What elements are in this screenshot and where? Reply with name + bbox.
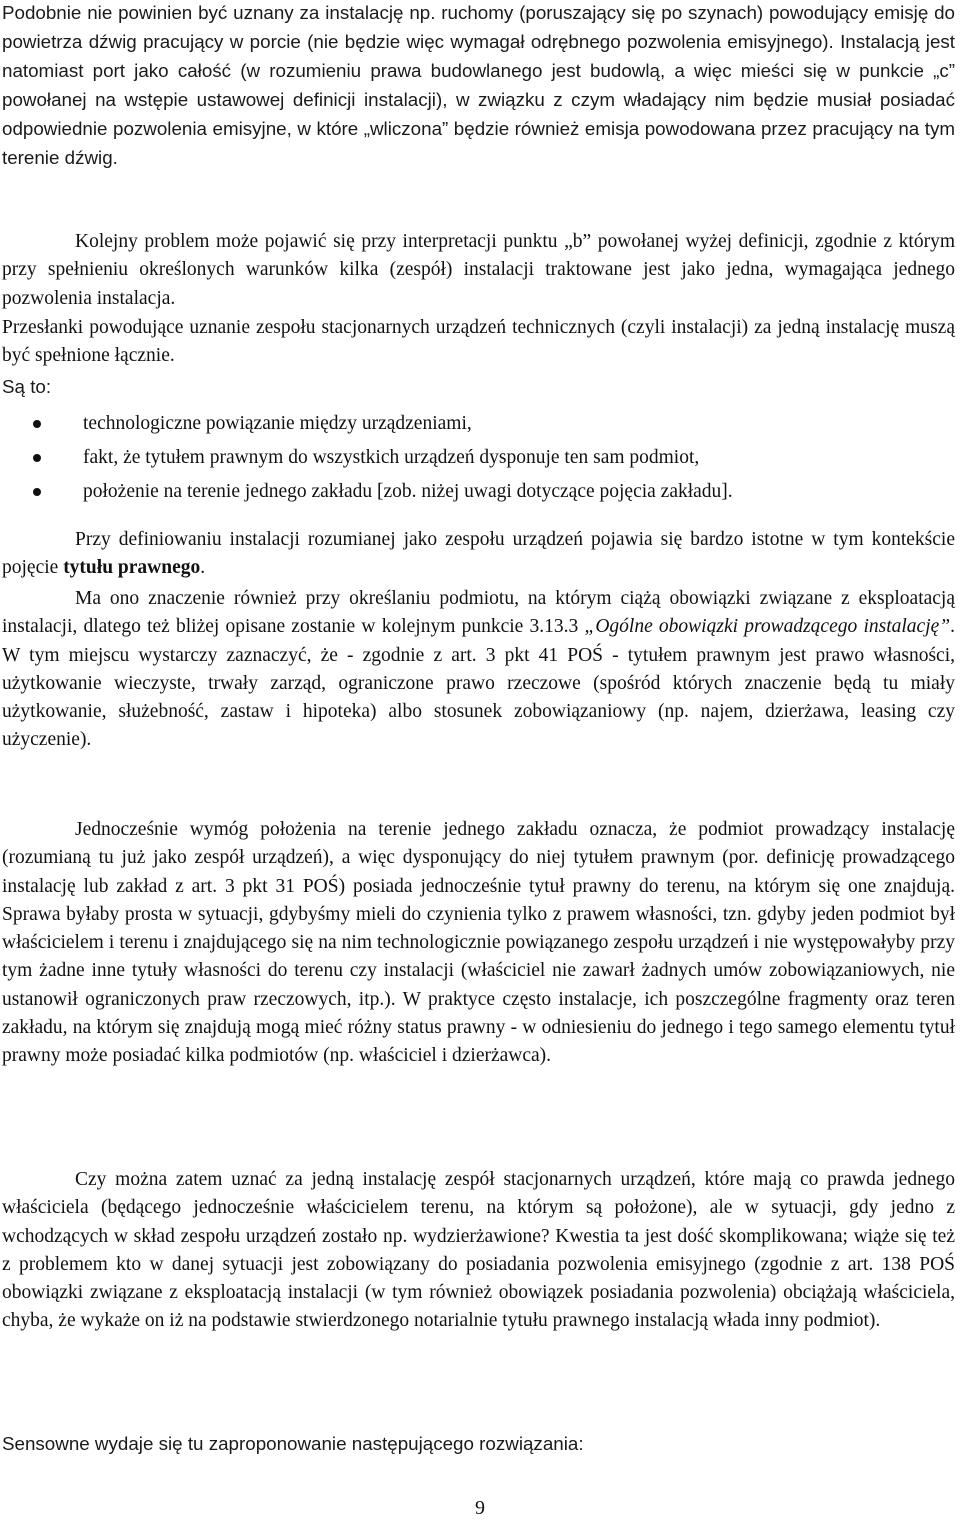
paragraph-text: . [200,557,206,579]
premises-list [0,407,955,509]
paragraph-text: Ma ono znaczenie również przy określaniu podmiotu, na którym ciążą obowiązki związane z eksploatacją instalacji, dlatego też bliżej opisane zostanie w kolejnym punkcie 3.13.3 [2,588,955,638]
cross-reference: „Ogólne obowiązki prowadzącego instalację” [584,616,951,638]
list-item [0,407,955,441]
list-item-text: fakt, że tytułem prawnym do wszystkich urządzeń dysponuje ten sam podmiot, [83,447,700,468]
list-item-text: technologiczne powiązanie między urządzeniami, [83,413,472,434]
list-item-text: położenie na terenie jednego zakładu [zob. niżej uwagi dotyczące pojęcia zakładu]. [83,481,733,502]
paragraph-text: Przy definiowaniu instalacji rozumianej jako zespołu urządzeń pojawia się bardzo istotne w tym kontekście pojęcie [2,529,955,579]
paragraph-text: . W tym miejscu wystarczy zaznaczyć, że - zgodnie z art. 3 pkt 41 POŚ - tytułem prawnym jest prawo własności, użytkowanie wieczyste, trwały zarząd, ograniczone prawo rzeczowe (spośród których znaczenie będą tu miały użytkowanie, służebność, zastaw i hipoteka) albo stosunek zobowiązaniowy (np. najem, dzierżawa, leasing czy użyczenie). [2,616,955,751]
paragraph-premises: Przesłanki powodujące uznanie zespołu stacjonarnych urządzeń technicznych (czyli instalacji) za jedną instalację muszą być spełnione łącznie. [2,317,955,367]
paragraph-proposal: Sensowne wydaje się tu zaproponowanie następującego rozwiązania: [2,1433,584,1454]
list-item [0,475,955,509]
bullet-icon [33,420,41,428]
paragraph-list-intro: Są to: [2,376,52,397]
list-item [0,441,955,475]
paragraph-obligations [2,585,955,755]
paragraph-port-example: Podobnie nie powinien być uznany za instalację np. ruchomy (poruszający się po szynach) powodujący emisję do powietrza dźwig pracujący w porcie (nie będzie więc wymagał odrębnego pozwolenia emisyjnego). Instalacją jest natomiast port jako całość (w rozumieniu prawa budowlanego jest budowlą, a więc mieści się w punkcie „c” powołanej na wstępie ustawowej definicji instalacji), w związku z czym władający nim będzie musiał posiadać odpowiednie pozwolenia emisyjne, w które „wliczona” będzie również emisja powodowana przez pracujący na tym terenie dźwig. [2,2,955,169]
bold-term: tytułu prawnego [63,557,201,579]
paragraph-legal-title [2,526,955,583]
page-number: 9 [475,1497,485,1519]
bullet-icon [33,488,41,496]
bullet-icon [33,454,41,462]
paragraph-single-plant: Jednocześnie wymóg położenia na terenie jednego zakładu oznacza, że podmiot prowadzący instalację (rozumianą tu już jako zespół urządzeń), a więc dysponujący do niej tytułem prawnym (por. definicję prowadzącego instalację lub zakład z art. 3 pkt 31 POŚ) posiada jednocześnie tytuł prawny do terenu, na którym się one znajdują. Sprawa byłaby prosta w sytuacji, gdybyśmy mieli do czynienia tylko z prawem własności, tzn. gdyby jeden podmiot był właścicielem i terenu i znajdującego się na nim technologicznie powiązanego zespołu urządzeń i nie występowałyby przy tym żadne inne tytuły własności do terenu czy instalacji (właściciel nie zawarł żadnych umów zobowiązaniowych, nie ustanowił ograniczonych praw rzeczowych, itp.). W praktyce często instalacje, ich poszczególne fragmenty oraz teren zakładu, na którym się znajdują mogą mieć różny status prawny - w odniesieniu do jednego i tego samego elementu tytuł prawny może posiadać kilka podmiotów (np. właściciel i dzierżawca). [2,819,955,1067]
paragraph-question: Czy można zatem uznać za jedną instalację zespół stacjonarnych urządzeń, które mają co prawda jednego właściciela (będącego jednocześnie właścicielem terenu, na którym są położone), ale w sytuacji, gdy jedno z wchodzących w skład zespołu urządzeń zostało np. wydzierżawione? Kwestia ta jest dość skomplikowana; wiąże się też z problemem kto w danej sytuacji jest zobowiązany do posiadania pozwolenia emisyjnego (zgodnie z art. 138 POŚ obowiązki związane z eksploatacją instalacji (w tym również obowiązek posiadania pozwolenia) obciążają właściciela, chyba, że wykaże on iż na podstawie stwierdzonego notarialnie tytułu prawnego instalacją włada inny podmiot). [2,1169,955,1332]
paragraph-interpretation-problem: Kolejny problem może pojawić się przy interpretacji punktu „b” powołanej wyżej definicji, zgodnie z którym przy spełnieniu określonych warunków kilka (zespół) instalacji traktowane jest jako jedna, wymagająca jednego pozwolenia instalacja. [2,231,955,309]
